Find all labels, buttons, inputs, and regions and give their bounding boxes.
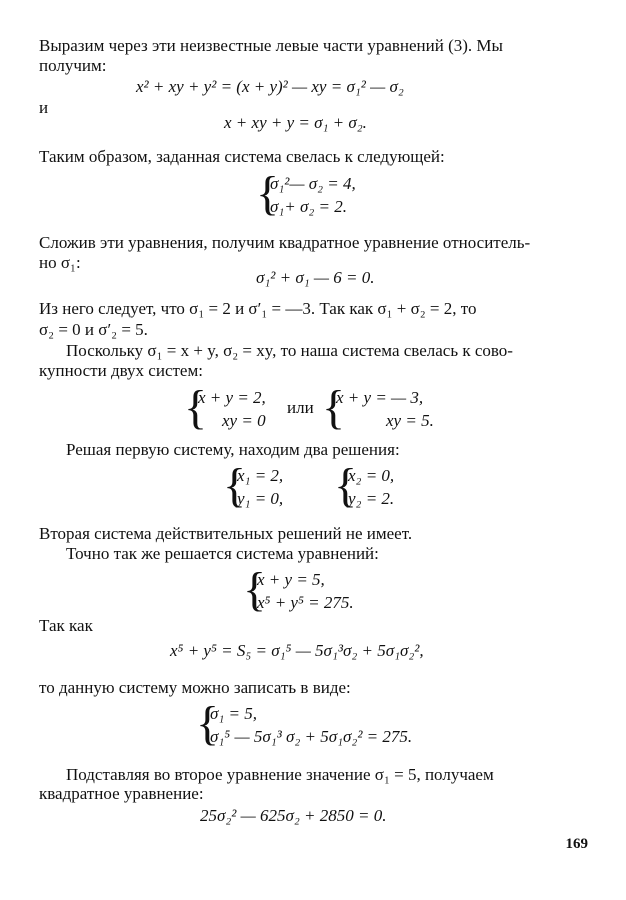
system-row: xy = 0 bbox=[222, 411, 266, 430]
brace-glyph: { bbox=[196, 697, 220, 750]
text-line: Так как bbox=[39, 616, 93, 635]
page-number: 169 bbox=[565, 836, 588, 852]
equation: x² + xy + y² = (x + y)² — xy = σ₁² — σ₂ bbox=[136, 77, 404, 96]
text-line: и bbox=[39, 98, 49, 117]
brace-glyph: { bbox=[334, 459, 358, 512]
system-row: x₁ = 2, bbox=[237, 466, 284, 485]
text-line: то данную систему можно записать в виде: bbox=[39, 678, 351, 697]
brace-glyph: { bbox=[223, 459, 247, 512]
brace-glyph: { bbox=[256, 167, 280, 220]
equation: σ₁² + σ₁ — 6 = 0. bbox=[256, 268, 375, 287]
text-line: купности двух систем: bbox=[39, 361, 203, 380]
text-line: Таким образом, заданная система свелась к следующей: bbox=[39, 147, 445, 166]
text-line: Из него следует, что σ₁ = 2 и σ′₁ = —3. Так как σ₁ + σ₂ = 2, то bbox=[39, 299, 477, 318]
system-row: y₁ = 0, bbox=[237, 489, 284, 508]
equation: x⁵ + y⁵ = S₅ = σ₁⁵ — 5σ₁³σ₂ + 5σ₁σ₂², bbox=[170, 641, 424, 660]
equation: 25σ₂² — 625σ₂ + 2850 = 0. bbox=[200, 806, 387, 825]
text-line: Выразим через эти неизвестные левые части уравнений (3). Мы bbox=[39, 36, 503, 55]
text-line: Точно так же решается система уравнений: bbox=[66, 544, 379, 563]
text-line: но σ₁: bbox=[39, 253, 81, 272]
text-line: получим: bbox=[39, 56, 107, 75]
system-row: σ₁²— σ₂ = 4, bbox=[270, 174, 356, 193]
system-row: x⁵ + y⁵ = 275. bbox=[257, 593, 354, 612]
conjunction: или bbox=[287, 398, 314, 417]
text-line: Подставляя во второе уравнение значение σ₁ = 5, получаем bbox=[66, 765, 494, 784]
system-row: σ₁ = 5, bbox=[210, 704, 258, 723]
text-line: Решая первую систему, находим два решения: bbox=[66, 440, 400, 459]
system-row: xy = 5. bbox=[386, 411, 434, 430]
equation: x + xy + y = σ₁ + σ₂. bbox=[224, 113, 367, 132]
brace-glyph: { bbox=[184, 381, 208, 434]
text-line: Сложив эти уравнения, получим квадратное уравнение относитель- bbox=[39, 233, 531, 252]
system-row: x₂ = 0, bbox=[348, 466, 395, 485]
brace-glyph: { bbox=[322, 381, 346, 434]
system-row: x + y = — 3, bbox=[336, 388, 424, 407]
text-line: Поскольку σ₁ = x + y, σ₂ = xy, то наша система свелась к сово- bbox=[66, 341, 513, 360]
system-row: σ₁+ σ₂ = 2. bbox=[270, 197, 348, 216]
system-row: x + y = 2, bbox=[198, 388, 266, 407]
text-line: σ₂ = 0 и σ′₂ = 5. bbox=[39, 320, 148, 339]
text-line: Вторая система действительных решений не имеет. bbox=[39, 524, 413, 543]
system-row: x + y = 5, bbox=[257, 570, 325, 589]
brace-glyph: { bbox=[243, 563, 267, 616]
system-row: σ₁⁵ — 5σ₁³ σ₂ + 5σ₁σ₂² = 275. bbox=[210, 727, 413, 746]
system-row: y₂ = 2. bbox=[348, 489, 395, 508]
text-line: квадратное уравнение: bbox=[39, 784, 204, 803]
